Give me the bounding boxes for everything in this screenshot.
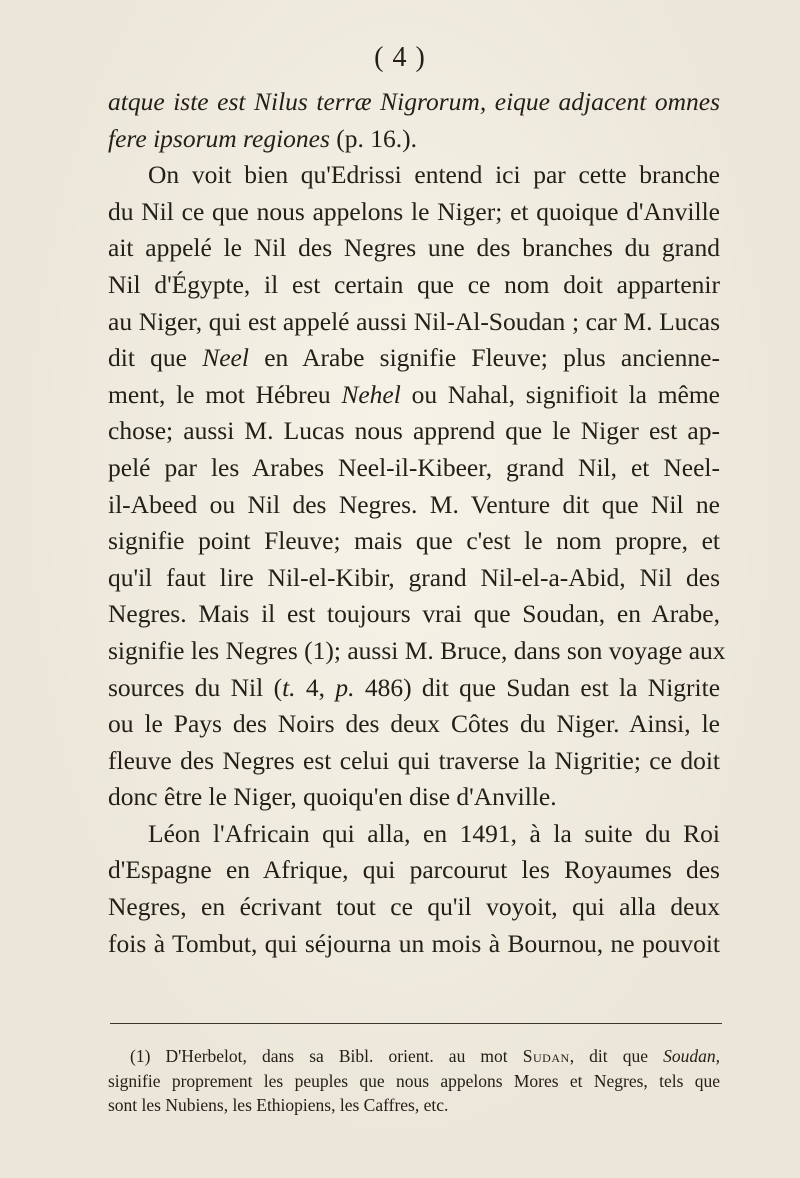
text-line-7: au Niger, qui est appelé aussi Nil-Al-Soudan ; car M. Lucas [108,306,720,336]
text-line-23: Negres, en écrivant tout ce qu'il voyoit, qui alla deux [108,892,720,922]
text-line-3: On voit bien qu'Edrissi entend ici par cette branche [148,160,720,190]
text-line-17 [108,670,720,707]
text-line-11: pelé par les Arabes Neel-il-Kibeer, grand Nil, et Neel- [108,452,720,482]
text-fragment: 486) dit que Sudan est la Nigrite [364,672,721,702]
text-line-22: d'Espagne en Afrique, qui parcourut les Royaumes des [108,855,720,885]
text-line-12: il-Abeed ou Nil des Negres. M. Venture dit que Nil ne [108,489,720,519]
text-line-14: qu'il faut lire Nil-el-Kibir, grand Nil-el-a-Abid, Nil des [108,562,720,592]
text-line-15: Negres. Mais il est toujours vrai que Soudan, en Arabe, [108,599,720,629]
text-fragment-italic: Nehel [341,379,401,409]
text-line-13: signifie point Fleuve; mais que c'est le nom propre, et [108,526,720,556]
text-fragment: sources du Nil ( [108,672,283,702]
text-fragment-italic: Neel [202,343,249,373]
text-line-6: Nil d'Égypte, il est certain que ce nom doit appartenir [108,269,720,299]
footnote-text: , dit que [569,1046,649,1066]
text-fragment: (p. 16.). [336,123,418,153]
text-line-4: du Nil ce que nous appelons le Niger; et quoique d'Anville [108,196,720,226]
text-line-20: donc être le Niger, quoiqu'en dise d'Anville. [108,782,557,812]
main-text [108,84,726,962]
page-number: ( 4 ) [374,42,426,73]
text-line-1: atque iste est Nilus terræ Nigrorum, eique adjacent omnes [108,87,720,116]
footnote-line-1 [108,1044,720,1069]
footnote-line-3: sont les Nubiens, les Ethiopiens, les Caffres, etc. [108,1095,449,1115]
text-line-5: ait appelé le Nil des Negres une des branches du grand [108,233,720,263]
text-fragment: dit que [108,343,187,373]
text-fragment: ou Nahal, signifioit la même [411,379,720,409]
text-line-24: fois à Tombut, qui séjourna un mois à Bournou, ne pouvoit [108,928,720,958]
footnote-text: D'Herbelot, dans sa Bibl. orient. au mot [165,1046,508,1066]
text-line-2 [108,121,720,158]
text-line-16: signifie les Negres (1); aussi M. Bruce, dans son voyage aux [108,635,726,665]
footnote-separator [110,1023,722,1024]
text-fragment: en Arabe signifie Fleuve; plus ancienne- [264,343,720,373]
footnote-italic-word: Soudan, [663,1046,721,1066]
text-line-21: Léon l'Africain qui alla, en 1491, à la suite du Roi [148,818,720,848]
text-line-9 [108,377,720,414]
footnote-line-2: signifie proprement les peuples que nous appelons Mores et Negres, tels que [108,1070,720,1091]
text-line-18: ou le Pays des Noirs des deux Côtes du Niger. Ainsi, le [108,709,720,739]
text-fragment: ment, le mot Hébreu [108,379,331,409]
text-fragment: 4, [305,672,325,702]
footnote-keyword: Sudan [522,1046,570,1066]
text-line-19: fleuve des Negres est celui qui traverse la Nigritie; ce doit [108,745,720,775]
text-fragment-italic: t. [282,672,296,702]
footnote [108,1044,720,1118]
text-fragment-italic: fere ipsorum regiones [108,123,330,153]
footnote-marker: (1) [130,1046,151,1066]
text-fragment-italic: p. [335,672,355,702]
text-line-10: chose; aussi M. Lucas nous apprend que le Niger est ap- [108,416,720,446]
text-line-8 [108,340,720,377]
